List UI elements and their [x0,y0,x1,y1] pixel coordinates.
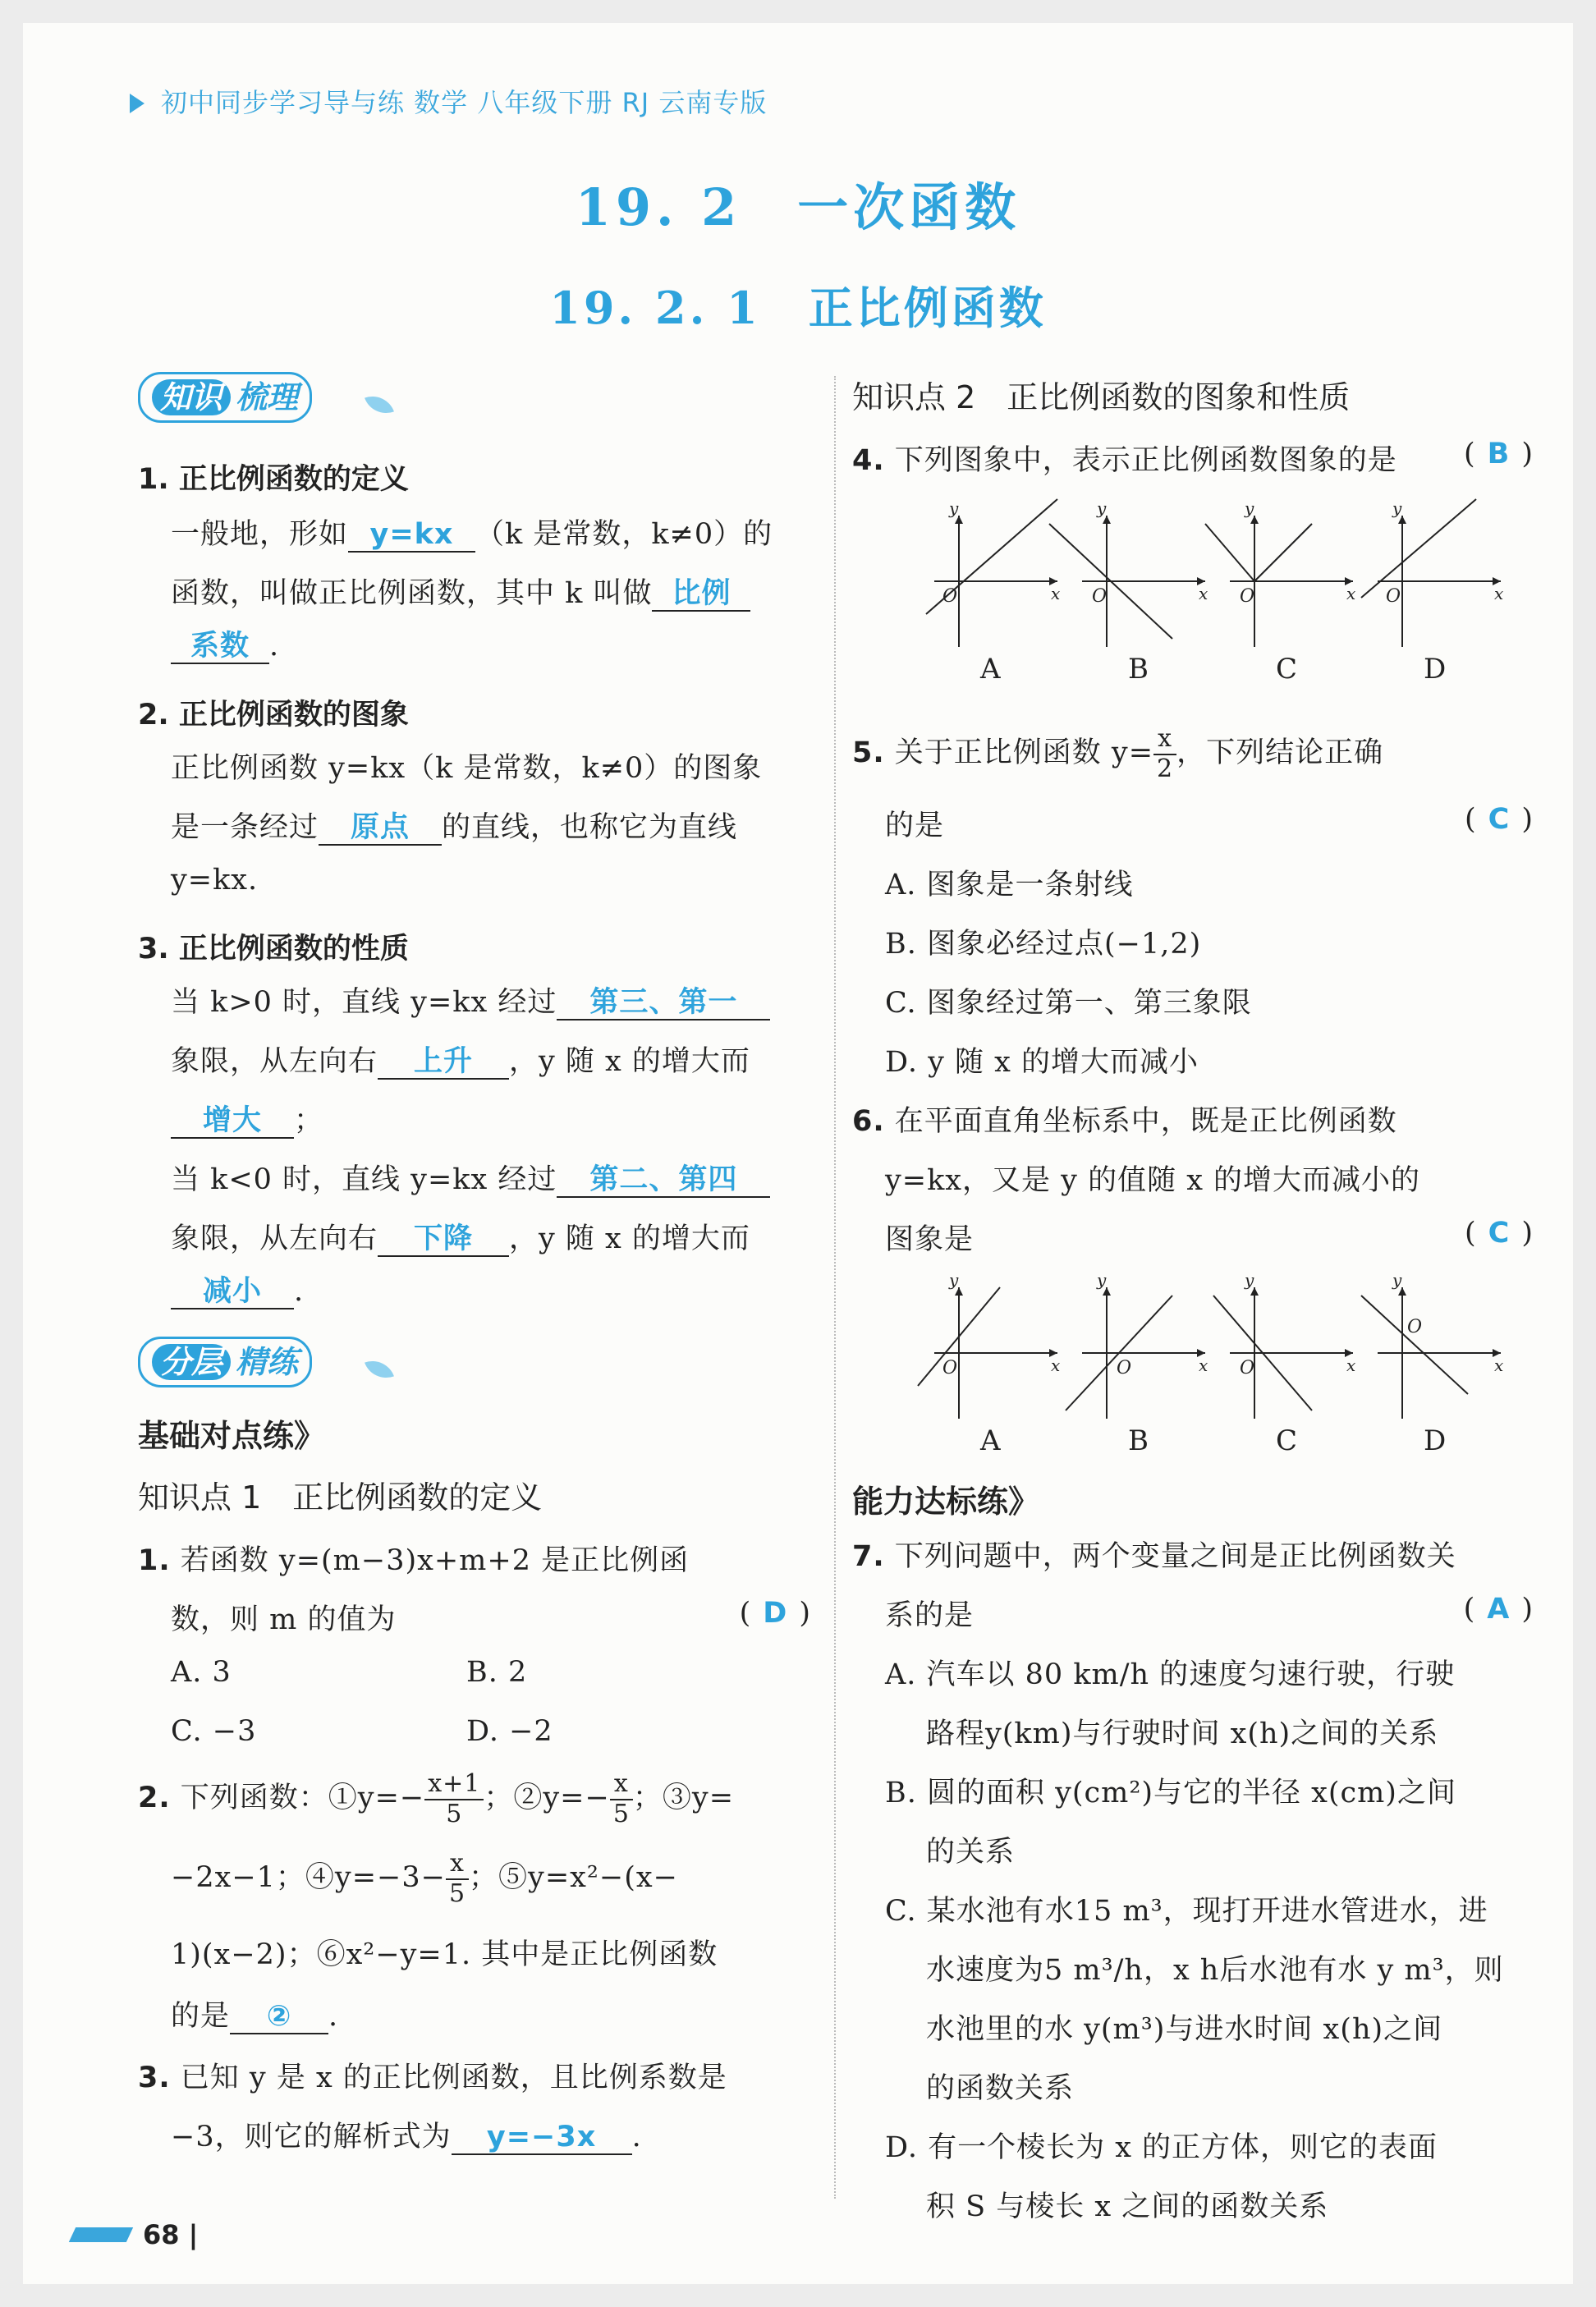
s3-line5: 象限，从左向右 下降 ，y 随 x 的增大而 [171,1222,750,1255]
q6-graph-B [1066,1270,1208,1457]
s1-answer-1: y=kx [348,519,475,553]
s3-title: 3. 正比例函数的性质 [138,933,409,965]
s3-answer-5: 下降 [378,1223,509,1257]
y-axis-label: y [1245,498,1254,518]
s2-line1: 正比例函数 y=kx（k 是常数，k≠0）的图象 [171,752,763,785]
x-axis-label: x [1199,1355,1208,1375]
triangle-icon [130,94,144,113]
page-bar-icon [69,2227,133,2242]
q2-line2: −2x−1；④y=−3− $\frac{x}{5}$ ；⑤y=x²−(x− [171,1849,678,1908]
graph-label-C: C [1276,1424,1298,1457]
q1-option-c: C. −3 [171,1715,257,1748]
y-axis-label: y [1392,1270,1402,1290]
leaf-icon [365,1355,394,1384]
graph-label-B: B [1128,1424,1149,1457]
s3-answer-4: 第二、第四 [557,1164,770,1198]
banner-knowledge-a: 知识 [152,379,231,415]
q5-line2: 的是 ( C ) [885,803,1534,842]
q1-option-a: A. 3 [171,1656,232,1689]
s3-answer-1: 第三、第一 [557,987,770,1020]
y-axis-label: y [1097,498,1107,518]
origin-label: O [1117,1358,1132,1378]
s3-answer-6: 减小 [171,1276,294,1309]
x-axis-label: x [1494,584,1504,603]
s3-line6: 减小 . [171,1275,304,1309]
graph-line-left [1205,524,1254,581]
q4-graphs [901,491,1509,704]
q3-line2: −3，则它的解析式为 y=−3x . [171,2121,642,2153]
origin-label: O [1407,1317,1423,1337]
s2-answer: 原点 [319,812,442,846]
q6-line2: y=kx，又是 y 的值随 x 的增大而减小的 [885,1164,1421,1197]
q7-option-b-2: 的关系 [926,1836,1016,1869]
q3-answer: y=−3x [452,2121,632,2155]
q2-line1: 2. 下列函数：①y=− $\frac{x+1}{5}$ ；②y=− $\frac{x}{5}$ ；③y= [138,1769,735,1828]
origin-label: O [1386,586,1401,607]
q7-option-b-1: B. 圆的面积 y(cm²)与它的半径 x(cm)之间 [885,1777,1456,1809]
y-axis-label: y [949,498,959,518]
q1-option-b: B. 2 [466,1656,528,1689]
page-number: 68 | [72,2219,198,2250]
q6-graphs [901,1263,1509,1468]
banner-practice-a: 分层 [152,1344,231,1380]
q7-option-a-2: 路程y(km)与行驶时间 x(h)之间的关系 [926,1718,1439,1750]
origin-label: O [942,586,958,607]
x-axis-label: x [1051,584,1061,603]
q1-line2: 数，则 m 的值为 ( D ) [171,1597,811,1636]
graph-label-C: C [1276,653,1298,686]
s3-answer-3: 增大 [171,1105,294,1139]
graph-label-A: A [980,653,1001,686]
y-axis-label: y [949,1270,959,1290]
x-axis-label: x [1494,1355,1504,1375]
running-header [130,82,767,120]
q7-line1: 7. 下列问题中，两个变量之间是正比例函数关 [852,1540,1456,1573]
s1-line3: 系数 . [171,630,279,664]
subsection-title: 19. 2. 1 正比例函数 [549,282,1047,334]
s1-answer-2: 比例 [652,578,750,612]
x-axis-label: x [1199,584,1208,603]
q1-line1: 1. 若函数 y=(m−3)x+m+2 是正比例函 [138,1544,690,1577]
s1-line2: 函数，叫做正比例函数，其中 k 叫做 比例 [171,571,750,612]
graph-line [1361,1296,1468,1394]
q7-option-c-2: 水速度为5 m³/h，x h后水池有水 y m³，则 [926,1954,1504,1987]
s1-answer-3: 系数 [171,631,269,664]
s3-line1: 当 k>0 时，直线 y=kx 经过 第三、第一 [171,979,770,1020]
graph-line [1361,499,1476,598]
s3-answer-2: 上升 [378,1046,509,1080]
y-axis-label: y [1392,498,1402,518]
header-text: 初中同步学习导与练 数学 八年级下册 RJ 云南专版 [161,87,768,118]
q7-option-c-1: C. 某水池有水15 m³，现打开进水管进水，进 [885,1895,1488,1928]
q4-answer: B [1487,438,1511,470]
s3-line4: 当 k<0 时，直线 y=kx 经过 第二、第四 [171,1157,770,1198]
q5-option-b: B. 图象必经过点(−1,2) [885,928,1202,961]
q4-graph-D [1361,498,1503,686]
q7-line2: 系的是 ( A ) [885,1593,1534,1632]
banner-knowledge-b: 梳理 [236,379,299,415]
q7-option-d-1: D. 有一个棱长为 x 的正方体，则它的表面 [885,2131,1438,2164]
s2-title: 2. 正比例函数的图象 [138,699,409,732]
graph-label-A: A [980,1424,1001,1457]
page-number-text: 68 [143,2219,180,2250]
ability-practice-heading: 能力达标练》 [852,1484,1040,1520]
s3-line3: 增大 ； [171,1098,323,1139]
q5-line1: 5. 关于正比例函数 y= $\frac{x}{2}$ ，下列结论正确 [852,724,1384,783]
origin-label: O [1092,586,1108,607]
y-axis-label: y [1097,1270,1107,1290]
graph-line [1254,524,1312,581]
q5-option-c: C. 图象经过第一、第三象限 [885,987,1252,1020]
q5-answer: C [1488,803,1511,836]
q6-graph-C [1213,1270,1355,1457]
s1-title: 1. 正比例函数的定义 [138,463,409,496]
q6-line3: 图象是 ( C ) [885,1217,1534,1256]
banner-practice-b: 精练 [236,1344,299,1380]
q4-graph-C [1230,498,1355,686]
q6-graph-D [1361,1270,1503,1457]
q4-graph-C [1205,524,1254,581]
q1-option-d: D. −2 [466,1715,553,1748]
graph-label-B: B [1128,653,1149,686]
s3-line2: 象限，从左向右 上升 ，y 随 x 的增大而 [171,1045,750,1078]
s2-line3: y=kx. [171,864,259,897]
q6-answer: C [1488,1217,1511,1250]
q4-graph-A [926,498,1060,686]
x-axis-label: x [1346,1355,1356,1375]
s2-line2: 是一条经过 原点 的直线，也称它为直线 [171,811,738,844]
q4-line1: 4. 下列图象中，表示正比例函数图象的是 ( B ) [852,438,1534,477]
q2-line3: 1)(x−2)；⑥x²−y=1. 其中是正比例函数 [171,1938,718,1971]
q3-line1: 3. 已知 y 是 x 的正比例函数，且比例系数是 [138,2062,727,2094]
basic-practice-heading: 基础对点练》 [138,1418,326,1454]
q7-option-a-1: A. 汽车以 80 km/h 的速度匀速行驶，行驶 [885,1658,1456,1691]
x-axis-label: x [1051,1355,1061,1375]
knowledge-point-1: 知识点 1 正比例函数的定义 [138,1479,543,1516]
y-axis-label: y [1245,1270,1254,1290]
q7-option-c-3: 水池里的水 y(m³)与进水时间 x(h)之间 [926,2013,1443,2046]
q6-line1: 6. 在平面直角坐标系中，既是正比例函数 [852,1105,1397,1138]
origin-label: O [942,1358,958,1378]
q2-line4: 的是 ② . [171,2000,339,2033]
knowledge-point-2: 知识点 2 正比例函数的图象和性质 [852,379,1351,415]
q5-option-a: A. 图象是一条射线 [885,869,1134,901]
graph-line [926,499,1057,614]
graph-label-D: D [1424,653,1447,686]
origin-label: O [1240,1358,1255,1378]
q2-answer: ② [230,2001,328,2034]
leaf-icon [365,390,394,420]
graph-label-D: D [1424,1424,1447,1457]
section-title: 19. 2 一次函数 [575,177,1021,237]
textbook-page [23,23,1573,2284]
x-axis-label: x [1346,584,1356,603]
s1-line1: 一般地，形如 y=kx （k 是常数，k≠0）的 [171,518,773,551]
q1-answer: D [763,1597,788,1630]
column-divider [834,376,836,2199]
q4-graph-B [1049,498,1208,686]
q6-graph-A [918,1270,1060,1457]
origin-label: O [1240,586,1255,607]
q7-option-c-4: 的函数关系 [926,2072,1075,2105]
q7-option-d-2: 积 S 与棱长 x 之间的函数关系 [926,2190,1329,2223]
q5-option-d: D. y 随 x 的增大而减小 [885,1046,1199,1079]
q7-answer: A [1487,1593,1511,1626]
